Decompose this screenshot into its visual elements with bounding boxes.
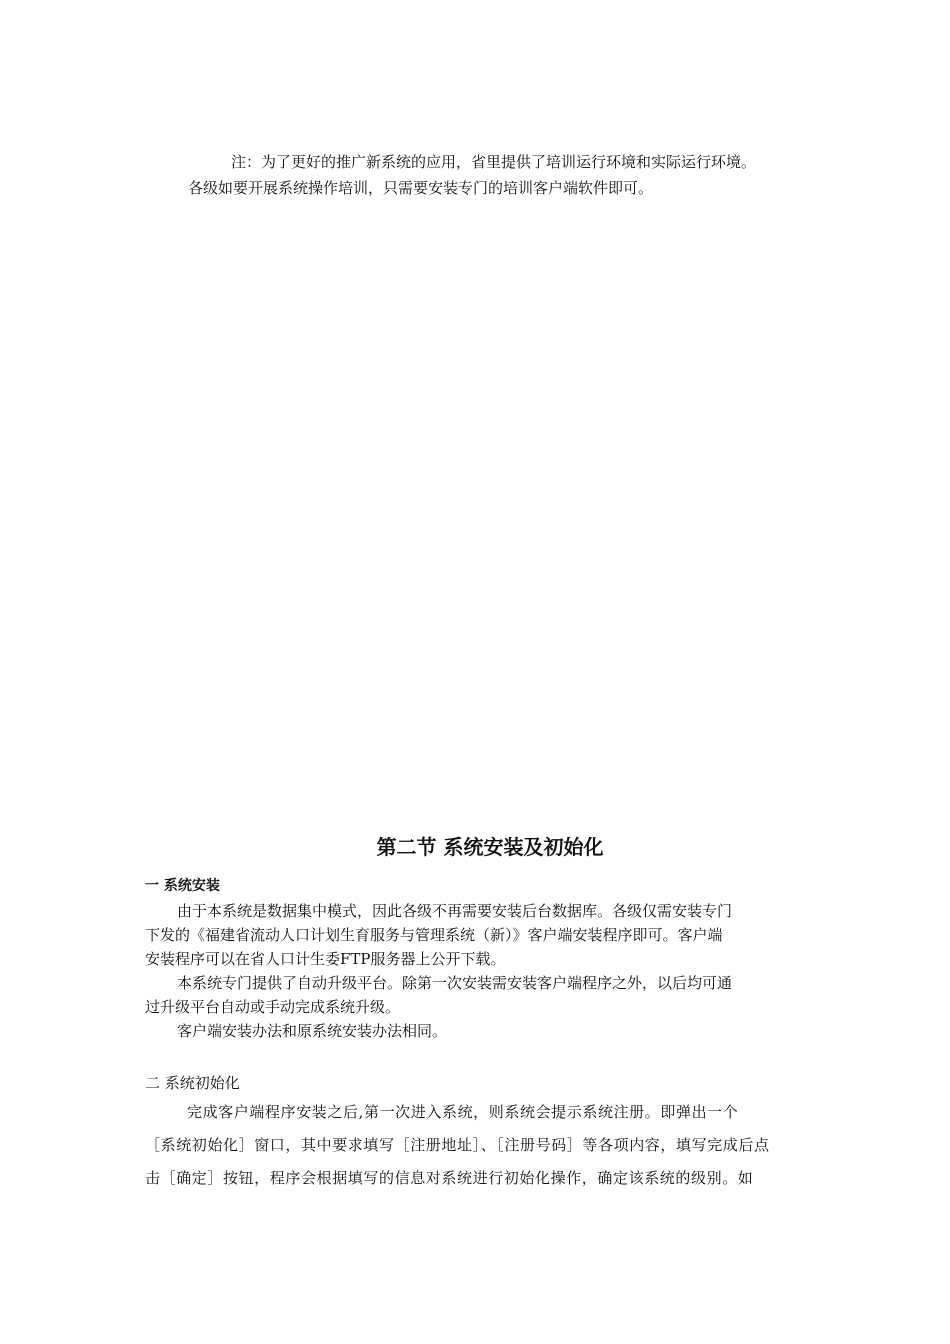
note-line-2: 各级如要开展系统操作培训，只需要安装专门的培训客户端软件即可。 [188,179,654,197]
paragraph-line: 下发的《福建省流动人口计划生育服务与管理系统（新）》客户端安装程序即可。客户端 [145,926,723,944]
paragraph-line: 过升级平台自动或手动完成系统升级。 [145,998,401,1016]
paragraph-line: 客户端安装办法和原系统安装办法相同。 [177,1022,448,1040]
paragraph-line: 击［确定］按钮，程序会根据填写的信息对系统进行初始化操作，确定该系统的级别。如 [145,1169,754,1187]
paragraph-line: 本系统专门提供了自动升级平台。除第一次安装需安装客户端程序之外，以后均可通 [177,974,733,992]
paragraph-line: 安装程序可以在省人口计生委FTP服务器上公开下载。 [145,950,506,968]
part1-heading: 一 系统安装 [145,878,220,894]
paragraph-line: 完成客户端程序安装之后,第一次进入系统，则系统会提示系统注册。即弹出一个 [187,1103,739,1121]
note-line-1: 注：为了更好的推广新系统的应用，省里提供了培训运行环境和实际运行环境。 [231,153,757,171]
part2-heading: 二 系统初始化 [145,1074,240,1092]
paragraph-line: ［系统初始化］窗口，其中要求填写［注册地址］、［注册号码］等各项内容，填写完成后点 [145,1136,770,1154]
paragraph-line: 由于本系统是数据集中模式，因此各级不再需要安装后台数据库。各级仅需安装专门 [177,902,733,920]
section-title: 第二节 系统安装及初始化 [376,835,604,859]
